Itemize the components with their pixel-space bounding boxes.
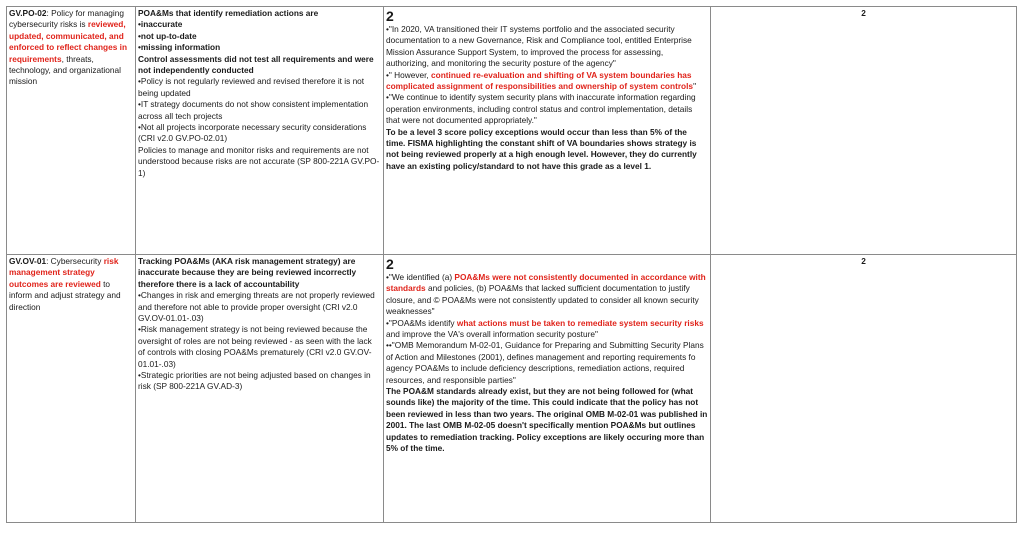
- control-cell[interactable]: [7, 7, 136, 255]
- finding-bullet: •inaccurate: [138, 19, 183, 30]
- control-text: to inform and adjust strategy and direction: [9, 278, 121, 312]
- finding-heading: Control assessments did not test all requirements and were not independently conducted: [138, 53, 374, 76]
- table-row: [7, 7, 1017, 255]
- evidence-quote: [386, 272, 708, 318]
- control-text: , threats, technology, and organizational mission: [9, 53, 121, 87]
- finding-bullet: •Strategic priorities are not being adjusted based on changes in risk (SP 800-221A GV.AD-3): [138, 370, 371, 392]
- table-row: [7, 255, 1017, 523]
- control-highlight: reviewed, updated, communicated, and enforced to reflect changes in requirements: [9, 19, 128, 64]
- evidence-cell[interactable]: [384, 7, 711, 255]
- finding-bullet: •Risk management strategy is not being reviewed because the oversight of roles are not being reviewed - as seen with the lack of controls with closing POA&Ms prematurely (CRI v2.0 GV.OV-01.01-.03): [138, 324, 372, 369]
- control-text: : Policy for managing cybersecurity risks is: [9, 8, 124, 30]
- quote-highlight: continued re-evaluation and shifting of VA system boundaries has complicated assignment of responsibilities and ownership of system controls: [386, 69, 694, 92]
- control-text: : Cybersecurity: [46, 256, 104, 266]
- quote-text: and improve the VA's overall information security posture": [386, 329, 598, 340]
- finding-bullet: •missing information: [138, 42, 221, 53]
- finding-bullet: •Policy is not regularly reviewed and revised therefore it is not being updated: [138, 76, 365, 98]
- quote-text: ": [693, 81, 697, 92]
- evidence-quote: •"We continue to identify system security plans with inaccurate information regarding operation environments, including control status and control implementation, details that were not documented appropriately.": [386, 92, 696, 126]
- evidence-conclusion: The POA&M standards already exist, but they are not being followed for (what sounds like) the majority of the time. This could indicate that the policy has not been reviewed in less than two years. The original OMB M-02-01 was published in 2001. The last OMB M-02-05 doesn't specifically mention POA&Ms but outlines updates to remediation tracking. Policy exceptions are likely occuring more than 5% of the time.: [386, 386, 708, 454]
- evidence-quote: [386, 318, 708, 341]
- final-score-cell[interactable]: [711, 255, 1017, 523]
- finding-heading: Tracking POA&Ms (AKA risk management strategy) are inaccurate because they are being reviewed incorrectly therefore there is a lack of accountability: [138, 256, 357, 289]
- assessment-table: [6, 6, 1017, 523]
- finding-bullet: •IT strategy documents do not show consistent implementation across all tech projects: [138, 99, 369, 121]
- evidence-quote: •"In 2020, VA transitioned their IT systems portfolio and the associated security documentation to a new Governance, Risk and Compliance tool, entitled Enterprise Mission Assurance Support System, to improved the process for assessing, authorizing, and monitoring the security posture of the agency": [386, 24, 692, 69]
- finding-cell[interactable]: [136, 255, 384, 523]
- finding-cell[interactable]: [136, 7, 384, 255]
- quote-text: and policies, (b) POA&Ms that lacked sufficient documentation to justify closure, and © POA&Ms were not consistently updated to consider all known security weaknesses": [386, 283, 699, 317]
- finding-bullet: •Not all projects incorporate necessary security considerations (CRI v2.0 GV.PO-02.01): [138, 122, 367, 144]
- control-cell[interactable]: [7, 255, 136, 523]
- quote-highlight: what actions must be taken to remediate system security risks: [456, 317, 704, 328]
- finding-bullet: •Changes in risk and emerging threats are not properly reviewed and therefore not able to provide proper oversight (CRI v2.0 GV.OV-01.01-.03): [138, 290, 375, 324]
- control-highlight: risk management strategy outcomes are reviewed: [9, 256, 119, 289]
- quote-text: •"POA&Ms identify: [386, 317, 457, 328]
- quote-text: •"We identified (a): [386, 272, 455, 282]
- evidence-conclusion: To be a level 3 score policy exceptions would occur than less than 5% of the time. FISMA highlighting the constant shift of VA boundaries shows strategy is not being reviewed properly at a high enough level. However, they do currently have an existing policy/standard to not have this grade as a level 1.: [386, 126, 697, 171]
- evidence-score: 2: [386, 8, 394, 24]
- finding-heading: POA&Ms that identify remediation actions are: [138, 8, 319, 18]
- final-score: 2: [861, 256, 866, 266]
- evidence-quote: [386, 70, 708, 93]
- finding-bullet: •not up-to-date: [138, 30, 197, 41]
- quote-highlight: POA&Ms were not consistently documented in accordance with standards: [386, 272, 706, 294]
- evidence-quote: ••"OMB Memorandum M-02-01, Guidance for Preparing and Submitting Security Plans of Action and Milestones (2001), defines management and reporting requirements fo agency POA&Ms to include deficiency descriptions, remediation actions, required resources, and responsible parties": [386, 340, 704, 385]
- control-id: GV.OV-01: [9, 256, 47, 266]
- quote-text: •" However,: [386, 69, 432, 80]
- final-score: 2: [861, 8, 866, 18]
- final-score-cell[interactable]: [711, 7, 1017, 255]
- evidence-cell[interactable]: [384, 255, 711, 523]
- evidence-score: 2: [386, 256, 394, 272]
- control-id: GV.PO-02: [9, 8, 47, 18]
- finding-text: Policies to manage and monitor risks and requirements are not understood because risks are not accurate (SP 800-221A GV.PO-1): [138, 144, 380, 178]
